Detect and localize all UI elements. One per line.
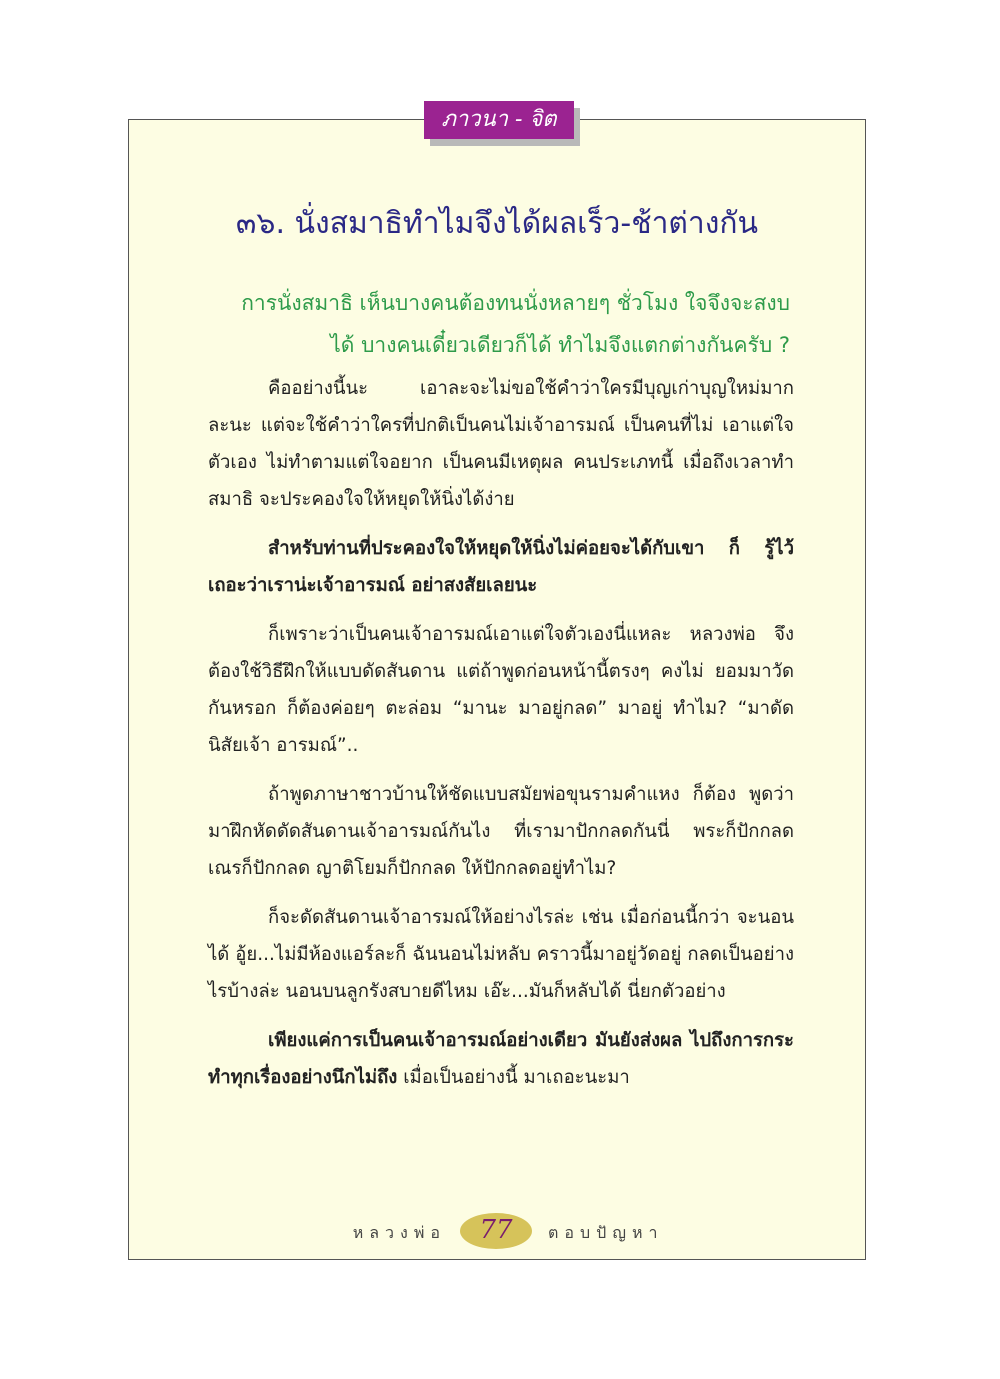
- footer-left-label: หลวงพ่อ: [352, 1223, 446, 1242]
- paragraph-6-bold: เพียงแค่การเป็นคนเจ้าอารมณ์อย่างเดียว มันยังส่งผล ไปถึงการกระทำทุกเรื่องอย่างนึกไม่ถึง: [208, 1030, 794, 1088]
- chapter-title: ๓๖. นั่งสมาธิทำไมจึงได้ผลเร็ว-ช้าต่างกัน: [235, 206, 759, 241]
- paragraph-1: คืออย่างนี้นะ เอาละจะไม่ขอใช้คำว่าใครมีบุญเก่าบุญใหม่มาก ละนะ แต่จะใช้คำว่าใครที่ปกติเป็นคนไม่เจ้าอารมณ์ เป็นคนที่ไม่ เอาแต่ใจตัวเอง ไม่ทำตามแต่ใจอยาก เป็นคนมีเหตุผล คนประเภทนี้ เมื่อถึงเวลาทำสมาธิ จะประคองใจให้หยุดให้นิ่งได้ง่าย: [208, 378, 794, 510]
- paragraph-3: ก็เพราะว่าเป็นคนเจ้าอารมณ์เอาแต่ใจตัวเองนี่แหละ หลวงพ่อ จึงต้องใช้วิธีฝึกให้แบบดัดสันดาน แต่ถ้าพูดก่อนหน้านี้ตรงๆ คงไม่ ยอมมาวัดกันหรอก ก็ต้องค่อยๆ ตะล่อม “มานะ มาอยู่กลด” มาอยู่ ทำไม? “มาดัดนิสัยเจ้า อารมณ์”..: [208, 624, 794, 756]
- paragraph-5: ก็จะดัดสันดานเจ้าอารมณ์ให้อย่างไรล่ะ เช่น เมื่อก่อนนี้กว่า จะนอนได้ อู้ย...ไม่มีห้องแอร์ละก็ ฉันนอนไม่หลับ คราวนี้มาอยู่วัดอยู่ กลดเป็นอย่าง ไรบ้างล่ะ นอนบนลูกรังสบายดีไหม เอ๊ะ...มันก็หลับได้ นี่ยกตัวอย่าง: [208, 907, 794, 1002]
- page-number: 77: [479, 1215, 513, 1245]
- footer-right-label: ตอบปัญหา: [548, 1223, 664, 1242]
- paragraph-6-rest: เมื่อเป็นอย่างนี้ มาเถอะนะมา: [397, 1067, 630, 1088]
- paragraph-2-bold: สำหรับท่านที่ประคองใจให้หยุดให้นิ่งไม่ค่อยจะได้กับเขา ก็ รู้ไว้เถอะว่าเราน่ะเจ้าอารมณ์ อย่าสงสัยเลยนะ: [208, 538, 794, 596]
- question-line-2: ได้ บางคนเดี๋ยวเดียวก็ได้ ทำไมจึงแตกต่างกันครับ ?: [330, 333, 790, 357]
- question-line-1: การนั่งสมาธิ เห็นบางคนต้องทนนั่งหลายๆ ชั่วโมง ใจจึงจะสงบ: [241, 291, 790, 315]
- answer-body: [208, 370, 794, 1108]
- question-block: [210, 282, 790, 366]
- paragraph-4: ถ้าพูดภาษาชาวบ้านให้ชัดแบบสมัยพ่อขุนรามคำแหง ก็ต้อง พูดว่ามาฝึกหัดดัดสันดานเจ้าอารมณ์กันไง ที่เรามาปักกลดกันนี่ พระก็ปักกลด เณรก็ปักกลด ญาติโยมก็ปักกลด ให้ปักกลดอยู่ทำไม?: [208, 784, 794, 879]
- paragraph-6: [208, 1022, 794, 1096]
- page-footer: [128, 1213, 866, 1253]
- section-tab: ภาวนา - จิต: [424, 101, 574, 139]
